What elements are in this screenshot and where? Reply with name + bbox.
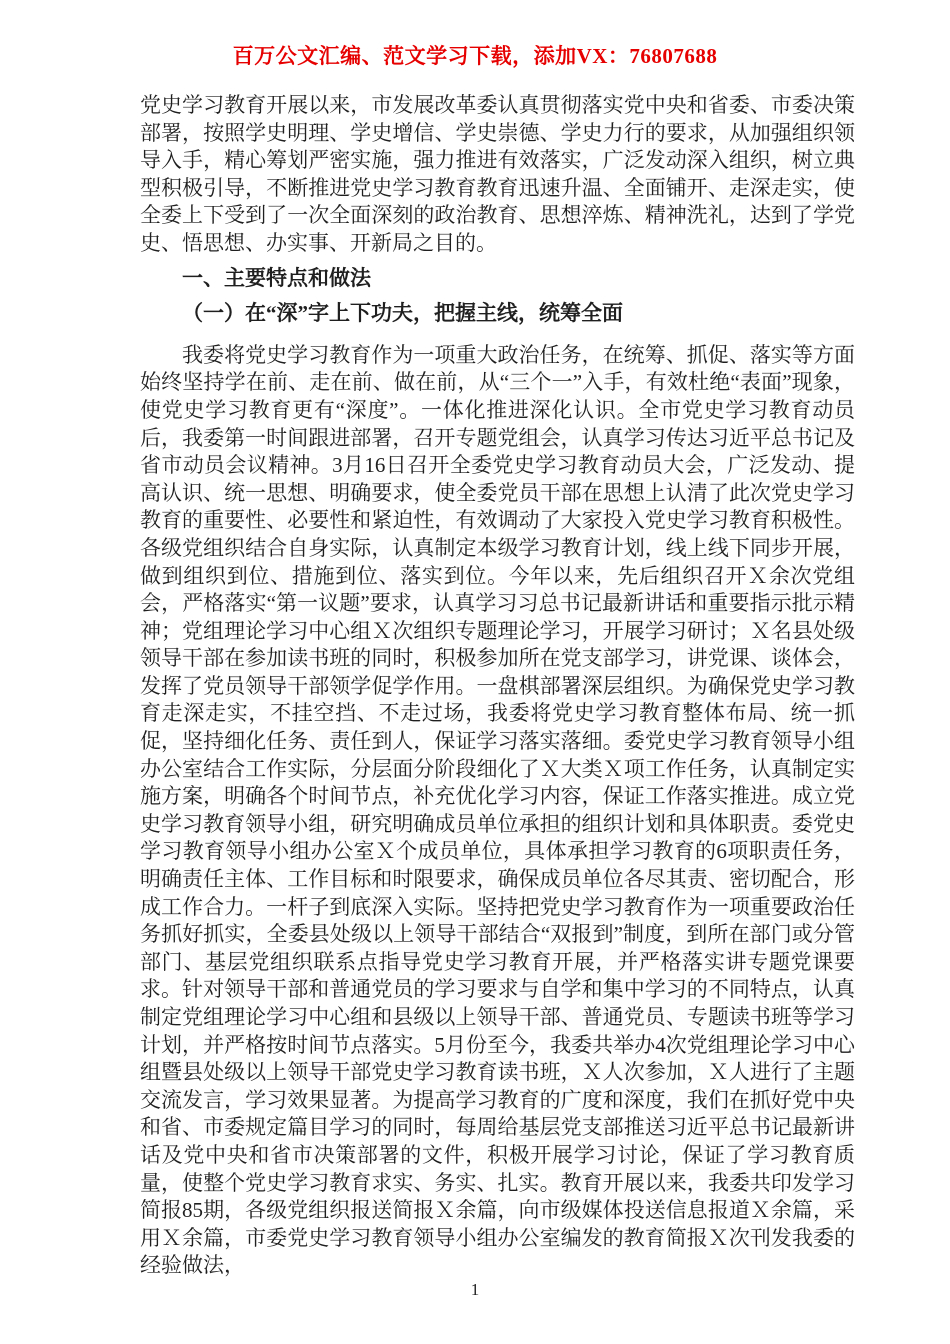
section-heading: 一、主要特点和做法 bbox=[182, 265, 371, 290]
document-body bbox=[0, 70, 950, 1280]
body-paragraph: 我委将党史学习教育作为一项重大政治任务，在统筹、抓促、落实等方面始终坚持学在前、走在前、做在前，从“三个一”入手，有效杜绝“表面”现象，使党史学习教育更有“深度”。一体化推进深化认识。全市党史学习教育动员后，我委第一时间跟进部署，召开专题党组会，认真学习传达习近平总书记及省市动员会议精神。3月16日召开全委党史学习教育动员大会，广泛发动、提高认识、统一思想、明确要求，使全委党员干部在思想上认清了此次党史学习教育的重要性、必要性和紧迫性，有效调动了大家投入党史学习教育积极性。各级党组织结合自身实际，认真制定本级学习教育计划，线上线下同步开展，做到组织到位、措施到位、落实到位。今年以来，先后组织召开Ｘ余次党组会，严格落实“第一议题”要求，认真学习习总书记最新讲话和重要指示批示精神；党组理论学习中心组Ｘ次组织专题理论学习，开展学习研讨；Ｘ名县处级领导干部在参加读书班的同时，积极参加所在党支部学习，讲党课、谈体会，发挥了党员领导干部领学促学作用。一盘棋部署深层组织。为确保党史学习教育走深走实，不挂空挡、不走过场，我委将党史学习教育整体布局、统一抓促，坚持细化任务、责任到人，保证学习落实落细。委党史学习教育领导小组办公室结合工作实际，分层面分阶段细化了Ｘ大类Ｘ项工作任务，认真制定实施方案，明确各个时间节点，补充优化学习内容，保证工作落实推进。成立党史学习教育领导小组，研究明确成员单位承担的组织计划和具体职责。委党史学习教育领导小组办公室Ｘ个成员单位，具体承担学习教育的6项职责任务，明确责任主体、工作目标和时限要求，确保成员单位各尽其责、密切配合，形成工作合力。一杆子到底深入实际。坚持把党史学习教育作为一项重要政治任务抓好抓实，全委县处级以上领导干部结合“双报到”制度，到所在部门或分管部门、基层党组织联系点指导党史学习教育开展，并严格落实讲专题党课要求。针对领导干部和普通党员的学习要求与自学和集中学习的不同特点，认真制定党组理论学习中心组和县级以上领导干部、普通党员、专题读书班等学习计划，并严格按时间节点落实。5月份至今，我委共举办4次党组理论学习中心组暨县处级以上领导干部党史学习教育读书班，Ｘ人次参加，Ｘ人进行了主题交流发言，学习效果显著。为提高学习教育的广度和深度，我们在抓好党中央和省、市委规定篇目学习的同时，每周给基层党支部推送习近平总书记最新讲话及党中央和省市决策部署的文件，积极开展学习讨论，保证了学习教育质量，使整个党史学习教育求实、务实、扎实。教育开展以来，我委共印发学习简报85期，各级党组织报送简报Ｘ余篇，向市级媒体投送信息报道Ｘ余篇，采用Ｘ余篇，市委党史学习教育领导小组办公室编发的教育简报Ｘ次刊发我委的经验做法， bbox=[140, 342, 855, 1278]
page-number: 1 bbox=[470, 1280, 480, 1299]
section-heading: （一）在“深”字上下功夫，把握主线，统筹全面 bbox=[182, 301, 623, 326]
body-paragraph: 党史学习教育开展以来，市发展改革委认真贯彻落实党中央和省委、市委决策部署，按照学史明理、学史增信、学史崇德、学史力行的要求，从加强组织领导入手，精心筹划严密实施，强力推进有效落实，广泛发动深入组织，树立典型积极引导，不断推进党史学习教育教育迅速升温、全面铺开、走深走实，使全委上下受到了一次全面深刻的政治教育、思想淬炼、精神洗礼，达到了学党史、悟思想、办实事、开新局之目的。 bbox=[140, 93, 855, 255]
header-notice: 百万公文汇编、范文学习下载，添加VX：76807688 bbox=[232, 44, 718, 68]
